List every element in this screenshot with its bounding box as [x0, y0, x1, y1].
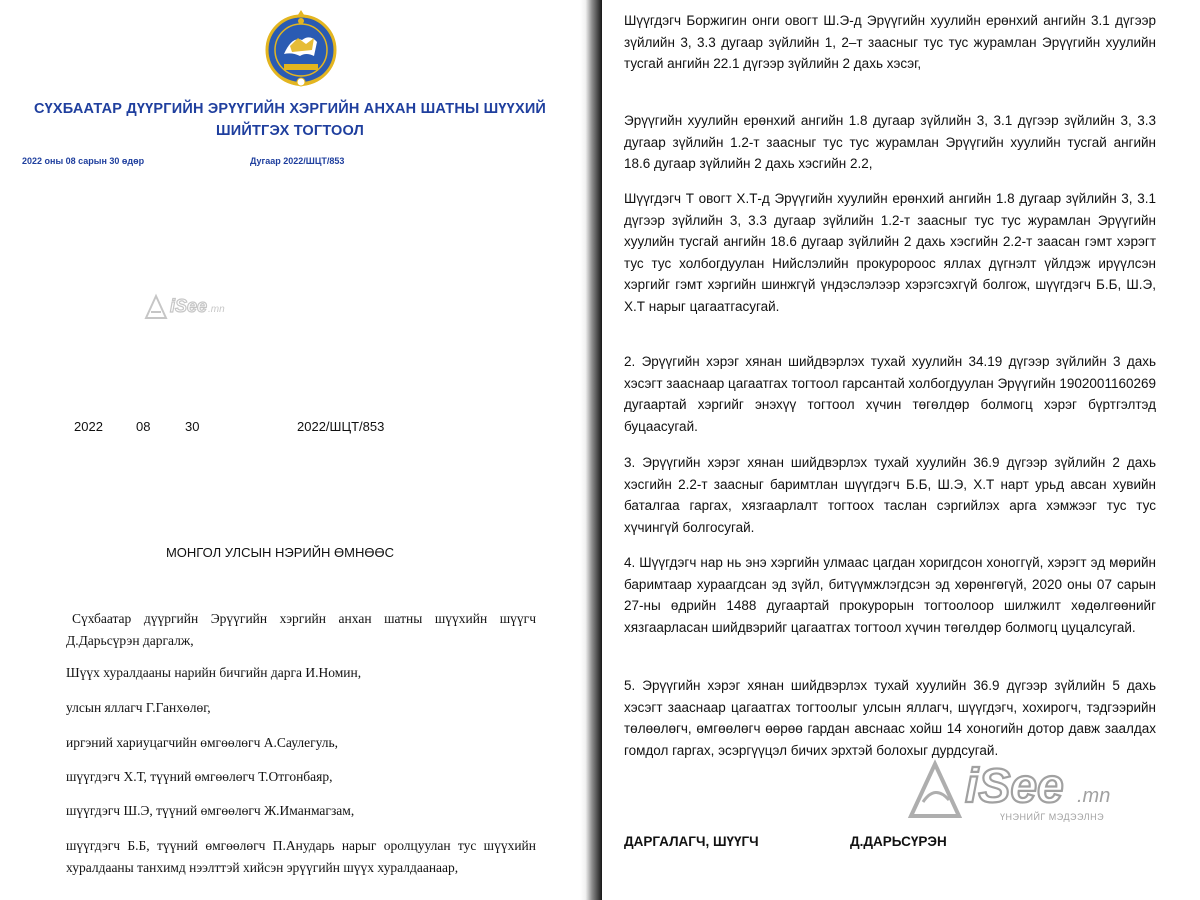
court-title [0, 98, 580, 142]
right-paragraph: 2. Эрүүгийн хэрэг хянан шийдвэрлэх тухай хуулийн 34.19 дүгээр зүйлийн 3 дахь хэсэгт зааснаар цагаатгах тогтоол гарсантай холбогдуулан Эрүүгийн 1902001160269 дугаартай хэргийг энэхүү тогтоол хүчин төгөлдөр болмогц хэрэг бүртгэлтэд буцаасугай. [624, 354, 1156, 434]
left-paragraph: шүүгдэгч Х.Т, түүний өмгөөлөгч Т.Отгонбаяр, [66, 769, 333, 784]
court-title-line2: ШИЙТГЭХ ТОГТООЛ [215, 123, 364, 139]
decision-number: Дугаар 2022/ШЦТ/853 [250, 156, 345, 166]
left-paragraph: шүүгдэгч Ш.Э, түүний өмгөөлөгч Ж.Иманмагзам, [66, 803, 355, 818]
watermark-small-suffix: .mn [208, 304, 225, 315]
right-paragraph: Шүүгдэгч Т овогт Х.Т-д Эрүүгийн хуулийн ерөнхий ангийн 1.8 дугаар зүйлийн 3, 3.1 дүгээр зүйлийн 3, 3.3 дугаар зүйлийн 1.2-т заасныг тус тус журамлан Эрүүгийн хуулийн тусгай ангийн 18.6 дугаар зүйлийн 2 дахь хэсгийн 2.2-т заасан гэмт хэрэгт тус тус холбогдуулан Нийслэлийн прокуророос яллах дүгнэлт үйлдэж ирүүлсэн хэргийг гэмт хэргийн шинжгүй үндэслэлээр хэрэгсэхгүй болгож, шүүгдэгч Б.Б, Ш.Э, Х.Т нарыг цагаатгасугай. [624, 191, 1156, 314]
right-paragraph: Шүүгдэгч Боржигин онги овогт Ш.Э-д Эрүүгийн хуулийн ерөнхий ангийн 3.1 дүгээр зүйлийн 3, 3.3 дугаар зүйлийн 1, 2–т заасныг тус тус журамлан Эрүүгийн хуулийн тусгай ангийн 22.1 дүгээр зүйлийн 2 дахь хэсэг, [624, 13, 1156, 71]
right-paragraph: Эрүүгийн хуулийн ерөнхий ангийн 1.8 дугаар зүйлийн 3, 3.1 дүгээр зүйлийн 3, 3.3 дугаар зүйлийн 1.2-т заасныг тус тус журамлан Эрүүгийн хуулийн тусгай ангийн 18.6 дугаар зүйлийн 2 дахь хэсгийн 2.2, [624, 113, 1156, 171]
watermark-big-suffix: .mn [1077, 785, 1111, 807]
decision-date: 2022 оны 08 сарын 30 өдөр [22, 156, 145, 166]
watermark-slogan: ҮНЭНИЙГ МЭДЭЭЛНЭ [1000, 812, 1105, 822]
right-paragraph: 3. Эрүүгийн хэрэг хянан шийдвэрлэх тухай хуулийн 36.9 дүгээр зүйлийн 2 дахь хэсгийн 2.2-т заасныг баримтлан шүүгдэгч Б.Б, Ш.Э, Х.Т нарт урьд авсан хувийн баталгаа гаргах, хязгаарлалт тогтоох таслан сэргийлэх арга хэмжээг тус тус хүчингүй болгосугай. [624, 455, 1156, 535]
stamp-year: 2022 [74, 419, 103, 434]
isee-watermark-icon [142, 290, 234, 324]
signature-title: ДАРГАЛАГЧ, ШҮҮГЧ [624, 834, 759, 849]
watermark-small-text: iSee [170, 296, 208, 316]
left-paragraph: Сүхбаатар дүүргийн Эрүүгийн хэргийн анхан шатны шүүхийн шүүгч Д.Дарьсүрэн даргалж, [66, 611, 536, 648]
isee-logo-watermark-icon [905, 750, 1145, 830]
page-heading: МОНГОЛ УЛСЫН НЭРИЙН ӨМНӨӨС [165, 545, 395, 560]
stamp-number: 2022/ШЦТ/853 [297, 419, 385, 434]
right-paragraph: 5. Эрүүгийн хэрэг хянан шийдвэрлэх тухай хуулийн 36.9 дүгээр зүйлийн 5 дахь хэсэгт зааснаар цагаатгах тогтоолыг улсын яллагч, шүүгдэгч, хохирогч, тэдгээрийн төлөөлөгч, өмгөөлөгч өөрөө гардан авснаас хойш 14 хоногийн дотор давж заалдах гомдол гаргах, эсэргүүцэл бичих эрхтэй болохыг дурдсугай. [624, 678, 1156, 758]
left-paragraph: Шүүх хуралдааны нарийн бичгийн дарга И.Номин, [66, 665, 362, 680]
left-paragraph: шүүгдэгч Б.Б, түүний өмгөөлөгч П.Анударь нарыг оролцуулан тус шүүхийн хуралдааны танхимд нээлттэй хийсэн эрүүгийн шүүх хуралдаанаар, [66, 838, 536, 875]
left-page [0, 0, 580, 900]
watermark-big-text: iSee [965, 760, 1064, 813]
stamp-day: 30 [185, 419, 200, 434]
right-paragraph: 4. Шүүгдэгч нар нь энэ хэргийн улмаас цагдан хоригдсон хоноггүй, хэрэгт эд мөрийн баримтаар хураагдсан эд зүйл, битүүмжлэгдсэн эд хөрөнгөгүй, 2020 оны 07 сарын 27-ны өдрийн 1488 дугаартай прокурорын тогтоолоор шилжилт хөдөлгөөнийг хязгаарласан шийдвэрийг цагаатгах тогтоол хүчин төгөлдөр болмогц цуцалсугай. [624, 555, 1156, 635]
signature-name: Д.ДАРЬСҮРЭН [850, 834, 947, 849]
left-paragraph: иргэний хариуцагчийн өмгөөлөгч А.Саулегуль, [66, 735, 339, 750]
left-paragraph: улсын яллагч Г.Ганхөлөг, [66, 700, 211, 715]
stamp-month: 08 [136, 419, 151, 434]
page-divider [580, 0, 602, 900]
state-emblem-icon [262, 8, 340, 94]
court-title-line1: СҮХБААТАР ДҮҮРГИЙН ЭРҮҮГИЙН ХЭРГИЙН АНХАН ШАТНЫ ШҮҮХИЙ [33, 101, 547, 117]
